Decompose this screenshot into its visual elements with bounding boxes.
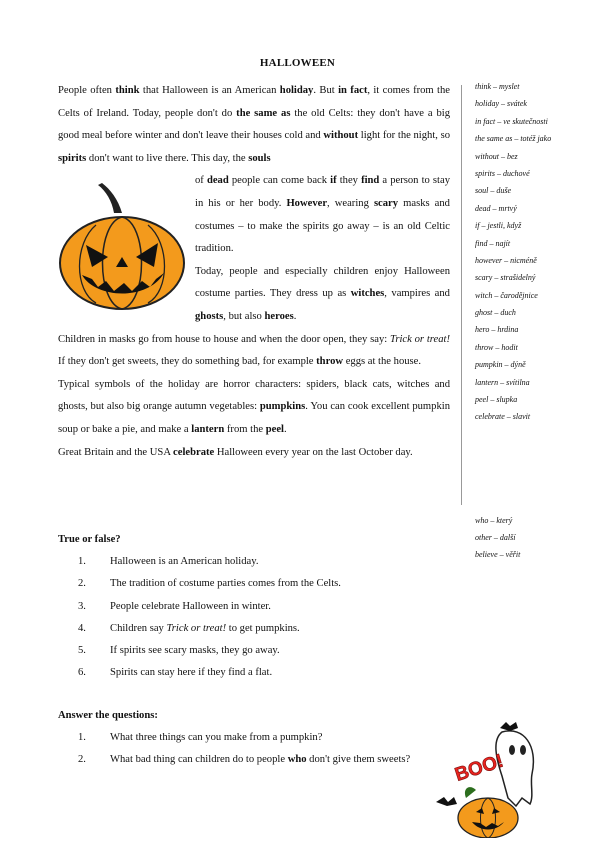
page-title: HALLOWEEN: [259, 57, 336, 69]
text-run: Spirits can stay here if they find a flat.: [110, 667, 273, 679]
vocabulary-word: holiday: [279, 85, 314, 96]
vocabulary-list: [475, 82, 575, 430]
vocabulary-word: celebrate: [173, 446, 215, 458]
item-number: 5.: [78, 645, 86, 657]
text-run: people can come back: [228, 175, 331, 187]
vocabulary-entry: think – myslet: [475, 82, 520, 91]
vocabulary-entry: if – jestli, když: [475, 221, 522, 231]
vocabulary-word: think: [115, 85, 140, 96]
vocabulary-word: who: [287, 754, 307, 766]
list-item: [58, 618, 478, 640]
vocabulary-word: scary: [373, 197, 399, 209]
vocabulary-entry: other – další: [475, 533, 516, 542]
item-text: [110, 749, 410, 771]
questions-list: [58, 727, 478, 772]
vocabulary-entry: the same as – totéž jako: [475, 134, 552, 144]
item-number: 4.: [78, 622, 86, 634]
vocabulary-word: throw: [316, 356, 344, 368]
text-run: Typical symbols of the holiday are horror characters: spiders, black cats, witches and ghosts, but also big orange autumn vegetables:: [58, 378, 450, 413]
item-text: [110, 727, 322, 749]
vocabulary-entry: scary – strašidelný: [475, 273, 536, 283]
text-run: Halloween is an American holiday.: [110, 556, 259, 567]
text-run: of: [195, 175, 207, 187]
paragraph-celebrate: [58, 442, 450, 465]
vocabulary-word: dead: [206, 175, 229, 187]
vocabulary-entry: find – najít: [475, 238, 511, 248]
pumpkin-illustration: [56, 183, 190, 313]
vocabulary-entry: soul – duše: [475, 186, 511, 196]
vocabulary-word: in fact: [338, 85, 368, 96]
text-run: light for the night, so: [358, 130, 450, 142]
item-text: [110, 640, 280, 662]
text-run: from the: [224, 423, 266, 435]
text-run: People often: [58, 85, 116, 96]
item-number: 2.: [78, 754, 86, 766]
vocabulary-word: the same as: [236, 107, 291, 119]
list-item: [58, 662, 478, 684]
vocabulary-entry: peel – slupka: [475, 395, 518, 405]
item-number: 6.: [78, 667, 86, 679]
emphasis-text: Trick or treat!: [166, 622, 227, 634]
vocabulary-word: ghosts: [195, 310, 224, 322]
true-false-list: [58, 551, 478, 685]
vocabulary-word: souls: [248, 152, 271, 164]
text-run: .: [293, 310, 297, 322]
vocabulary-entry: who – který: [475, 516, 513, 525]
list-item: [58, 727, 478, 749]
vocabulary-word: lantern: [191, 423, 225, 435]
item-text: [110, 573, 341, 595]
vocabulary-entry: hero – hrdina: [475, 325, 519, 335]
vocabulary-entry: celebrate – slavit: [475, 412, 531, 422]
text-run: , vampires and: [384, 288, 450, 300]
vocabulary-word: if: [330, 175, 337, 187]
vocabulary-word: heroes: [264, 310, 294, 322]
text-run: eggs at the house.: [343, 356, 422, 368]
item-number: 1.: [78, 732, 86, 743]
boo-ghost-illustration: [432, 718, 544, 838]
text-run: What bad thing can children do to people: [110, 754, 288, 766]
text-run: that Halloween is an American: [139, 85, 280, 96]
text-run: , wearing: [327, 197, 374, 209]
vocabulary-entry: however – nicméně: [475, 255, 537, 265]
text-run: . But: [313, 85, 339, 96]
paragraph-trick-or-treat: [58, 329, 450, 374]
questions-heading: Answer the questions:: [58, 710, 158, 721]
text-run: Halloween every year on the last October day.: [214, 446, 413, 458]
list-item: [58, 573, 478, 595]
text-run: What three things can you make from a pumpkin?: [110, 732, 323, 743]
list-item: [58, 749, 478, 771]
text-run: don't give them sweets?: [306, 754, 411, 766]
text-run: masks and costumes – to make the spirits go away – is an old Celtic tradition.: [195, 197, 450, 255]
text-run: , but also: [223, 310, 265, 322]
text-run: Great Britain and the USA: [58, 446, 174, 458]
vocabulary-entry: witch – čarodějnice: [475, 290, 538, 300]
vocabulary-entry: spirits – duchové: [475, 168, 530, 178]
emphasis-text: Trick or treat!: [390, 333, 450, 345]
vocabulary-entry: ghost – duch: [475, 308, 516, 318]
item-number: 3.: [78, 600, 86, 612]
item-text: [110, 596, 271, 618]
text-run: The tradition of costume parties comes from the Celts.: [110, 578, 341, 590]
paragraph-symbols: [58, 374, 450, 442]
vocabulary-divider: [461, 85, 462, 505]
true-false-heading: True or false?: [58, 534, 121, 545]
vocabulary-word: However: [286, 197, 328, 209]
vocabulary-entry: in fact – ve skutečnosti: [475, 116, 548, 126]
vocabulary-entry: dead – mrtvý: [475, 203, 517, 213]
text-run: . You can cook excellent pumpkin soup or bake a pie, and make a: [58, 401, 451, 435]
vocabulary-word: peel: [265, 423, 284, 435]
paragraph-intro: [58, 80, 450, 170]
list-item: [58, 551, 478, 573]
vocabulary-word: without: [323, 130, 359, 142]
list-item: [58, 596, 478, 618]
list-item: [58, 640, 478, 662]
text-run: .: [283, 423, 287, 435]
item-text: [110, 662, 272, 684]
vocabulary-entry: holiday – svátek: [475, 99, 527, 109]
text-run: If they don't get sweets, they do something bad, for example: [58, 356, 317, 368]
text-run: If spirits see scary masks, they go away.: [110, 645, 280, 657]
boo-text: BOO!: [452, 750, 507, 786]
text-run: a person to stay in his or her body.: [195, 175, 450, 209]
vocabulary-word: pumpkins: [259, 401, 306, 413]
item-number: 2.: [78, 578, 86, 590]
item-text: [110, 551, 258, 573]
vocabulary-entry: believe – věřit: [475, 550, 521, 559]
item-number: 1.: [78, 556, 86, 567]
text-run: the old Celts: they don't have a big good meal before winter and don't leave their houses cold and: [58, 107, 451, 142]
vocabulary-word: find: [361, 175, 380, 187]
text-run: don't want to live there. This day, the: [86, 152, 249, 164]
vocabulary-entry: lantern – svítilna: [475, 377, 530, 387]
text-run: People celebrate Halloween in winter.: [110, 600, 271, 612]
text-run: to get pumpkins.: [226, 622, 300, 634]
vocabulary-entry: without – bez: [475, 151, 518, 161]
text-run: , it comes from the Celts of Ireland. Today, people don't do: [58, 85, 450, 119]
vocabulary-word: spirits: [58, 152, 87, 164]
text-run: Today, people and especially children enjoy Halloween costume parties. They dress up as: [195, 265, 450, 300]
vocabulary-list-extra: [475, 516, 575, 567]
vocabulary-word: witches: [350, 288, 385, 300]
text-run: Children in masks go from house to house and when the door open, they say:: [58, 333, 391, 345]
vocabulary-entry: throw – hodit: [475, 342, 518, 352]
text-run: Children say: [110, 622, 167, 634]
vocabulary-entry: pumpkin – dýně: [475, 360, 526, 370]
text-run: they: [336, 175, 362, 187]
item-text: [110, 618, 300, 640]
